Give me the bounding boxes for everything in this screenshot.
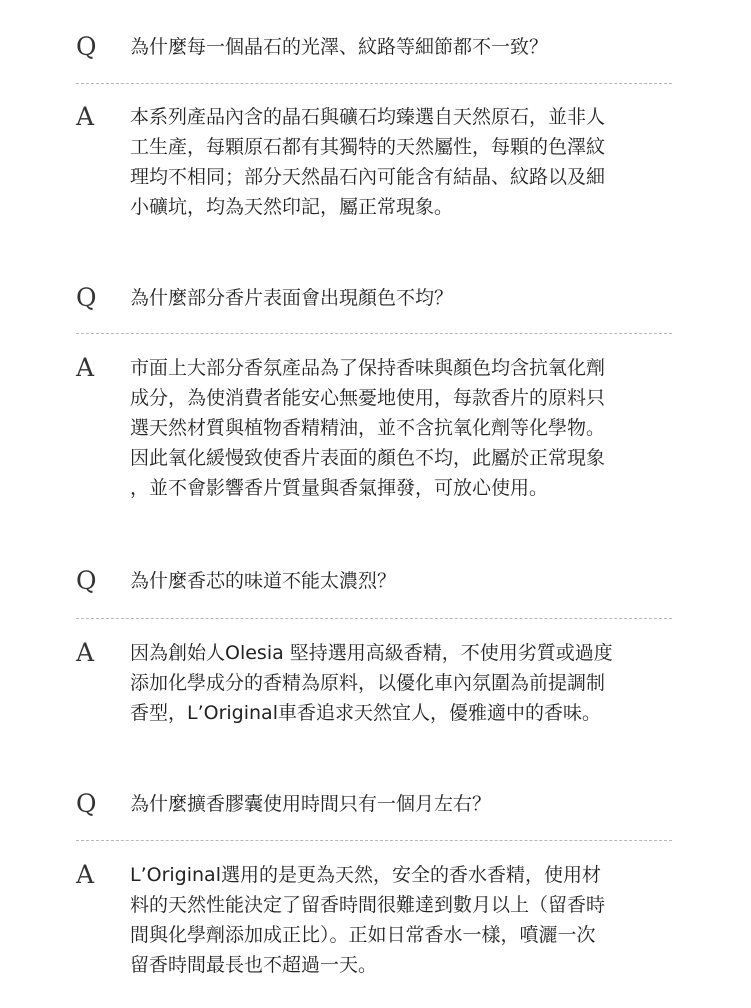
answer-line: 因為創始人Olesia 堅持選用高級香精，不使用劣質或過度: [130, 642, 613, 664]
answer-marker: A: [76, 353, 95, 382]
answer-line: 料的天然性能決定了留香時間很難達到數月以上（留香時: [130, 894, 606, 916]
answer-text: [130, 353, 660, 503]
answer-marker: A: [76, 638, 95, 667]
question-marker: Q: [76, 32, 97, 61]
question-marker: Q: [76, 283, 97, 312]
answer-line: 小礦坑，均為天然印記，屬正常現象。: [130, 196, 454, 218]
question-marker: Q: [76, 566, 97, 595]
question-marker: Q: [76, 789, 97, 818]
answer-line: 成分，為使消費者能安心無憂地使用，每款香片的原料只: [130, 387, 606, 409]
question-text: 為什麼部分香片表面會出現顏色不均？: [130, 287, 454, 309]
answer-line: 工生產，每顆原石都有其獨特的天然屬性，每顆的色澤紋: [130, 136, 606, 158]
divider: [76, 840, 672, 841]
answer-text: [130, 102, 660, 222]
answer-line: 因此氧化緩慢致使香片表面的顏色不均，此屬於正常現象: [130, 447, 606, 469]
answer-line: 本系列產品內含的晶石與礦石均臻選自天然原石，並非人: [130, 106, 606, 128]
question-text: 為什麼擴香膠囊使用時間只有一個月左右？: [130, 793, 492, 815]
answer-line: ，並不會影響香片質量與香氣揮發，可放心使用。: [130, 477, 549, 499]
answer-line: 選天然材質與植物香精精油，並不含抗氧化劑等化學物。: [130, 417, 606, 439]
answer-line: 留香時間最長也不超過一天。: [130, 954, 378, 976]
question-text: 為什麼每一個晶石的光澤、紋路等細節都不一致？: [130, 36, 549, 58]
answer-line: 市面上大部分香氛產品為了保持香味與顏色均含抗氧化劑: [130, 357, 606, 379]
answer-line: 添加化學成分的香精為原料，以優化車內氛圍為前提調制: [130, 672, 606, 694]
answer-line: 間與化學劑添加成正比）。正如日常香水一樣，噴灑一次: [130, 924, 596, 946]
divider: [76, 333, 672, 334]
answer-text: [130, 638, 660, 728]
divider: [76, 83, 672, 84]
answer-line: 理均不相同；部分天然晶石內可能含有結晶、紋路以及細: [130, 166, 606, 188]
answer-line: L’Original選用的是更為天然，安全的香水香精，使用材: [130, 864, 601, 886]
answer-line: 香型，L’Original車香追求天然宜人，優雅適中的香味。: [130, 702, 601, 724]
answer-marker: A: [76, 860, 95, 889]
divider: [76, 618, 672, 619]
answer-marker: A: [76, 102, 95, 131]
answer-text: [130, 860, 660, 980]
question-text: 為什麼香芯的味道不能太濃烈？: [130, 570, 397, 592]
